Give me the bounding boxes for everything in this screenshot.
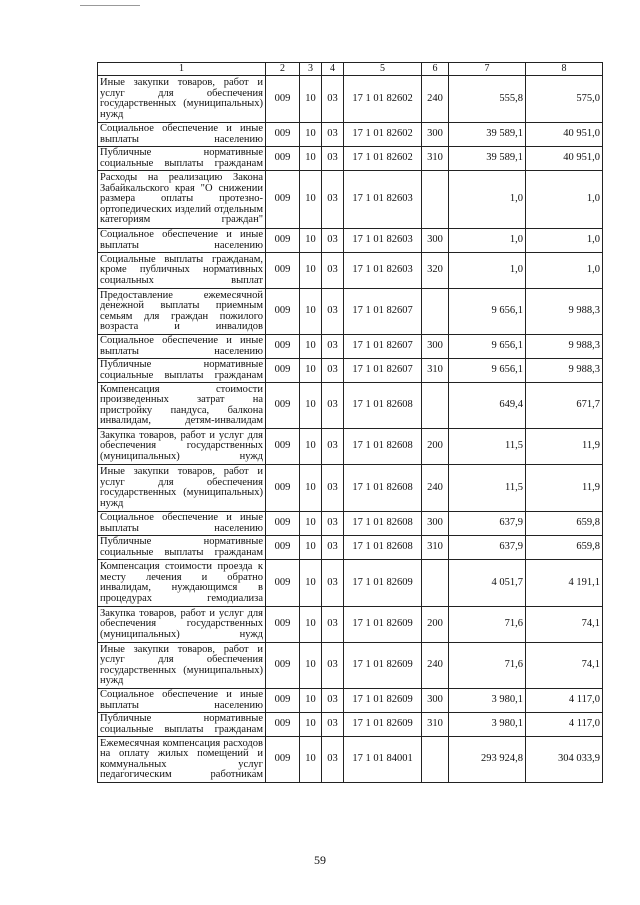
row-subsection: 03 — [322, 607, 344, 643]
row-amount-year-2: 40 951,0 — [526, 123, 603, 147]
table-row — [98, 76, 603, 123]
row-admin-code: 009 — [266, 289, 300, 335]
row-amount-year-1: 9 656,1 — [449, 335, 526, 359]
row-amount-year-2: 4 117,0 — [526, 689, 603, 713]
row-expense-type — [422, 171, 449, 229]
table-row — [98, 465, 603, 512]
row-name: Публичные нормативные социальные выплаты гражданам — [98, 147, 266, 171]
row-name: Компенсация стоимости произведенных затрат на пристройку пандуса, балкона инвалидам, детям-инвалидам — [98, 383, 266, 429]
row-amount-year-2: 40 951,0 — [526, 147, 603, 171]
row-section: 10 — [300, 76, 322, 123]
table-row — [98, 429, 603, 465]
row-expense-type — [422, 737, 449, 783]
row-name: Социальные выплаты гражданам, кроме публичных нормативных социальных выплат — [98, 253, 266, 289]
table-row — [98, 289, 603, 335]
table-row — [98, 171, 603, 229]
row-target-code: 17 1 01 82609 — [344, 713, 422, 737]
row-amount-year-1: 71,6 — [449, 643, 526, 689]
row-subsection: 03 — [322, 560, 344, 607]
row-subsection: 03 — [322, 253, 344, 289]
row-amount-year-2: 659,8 — [526, 512, 603, 536]
row-admin-code: 009 — [266, 713, 300, 737]
row-expense-type: 320 — [422, 253, 449, 289]
header-col-4: 4 — [322, 63, 344, 76]
row-name: Иные закупки товаров, работ и услуг для обеспечения государственных (муниципальных) нужд — [98, 76, 266, 123]
header-col-8: 8 — [526, 63, 603, 76]
row-expense-type: 200 — [422, 607, 449, 643]
row-subsection: 03 — [322, 76, 344, 123]
row-section: 10 — [300, 359, 322, 383]
row-section: 10 — [300, 171, 322, 229]
row-subsection: 03 — [322, 383, 344, 429]
row-amount-year-1: 9 656,1 — [449, 289, 526, 335]
row-section: 10 — [300, 536, 322, 560]
row-target-code: 17 1 01 82603 — [344, 171, 422, 229]
row-target-code: 17 1 01 82608 — [344, 512, 422, 536]
row-expense-type — [422, 383, 449, 429]
row-subsection: 03 — [322, 737, 344, 783]
row-expense-type: 200 — [422, 429, 449, 465]
row-subsection: 03 — [322, 289, 344, 335]
row-section: 10 — [300, 713, 322, 737]
row-admin-code: 009 — [266, 229, 300, 253]
row-section: 10 — [300, 512, 322, 536]
row-section: 10 — [300, 253, 322, 289]
row-subsection: 03 — [322, 147, 344, 171]
row-target-code: 17 1 01 82609 — [344, 560, 422, 607]
row-admin-code: 009 — [266, 536, 300, 560]
table-row — [98, 383, 603, 429]
row-section: 10 — [300, 643, 322, 689]
row-expense-type: 240 — [422, 465, 449, 512]
row-admin-code: 009 — [266, 607, 300, 643]
table-row — [98, 607, 603, 643]
row-expense-type: 240 — [422, 76, 449, 123]
row-name: Социальное обеспечение и иные выплаты населению — [98, 335, 266, 359]
row-amount-year-1: 1,0 — [449, 171, 526, 229]
row-section: 10 — [300, 123, 322, 147]
row-amount-year-1: 637,9 — [449, 512, 526, 536]
row-amount-year-1: 637,9 — [449, 536, 526, 560]
row-amount-year-1: 555,8 — [449, 76, 526, 123]
row-admin-code: 009 — [266, 147, 300, 171]
row-expense-type: 300 — [422, 335, 449, 359]
page-number: 59 — [314, 853, 326, 867]
row-name: Социальное обеспечение и иные выплаты населению — [98, 512, 266, 536]
row-admin-code: 009 — [266, 429, 300, 465]
row-section: 10 — [300, 465, 322, 512]
row-target-code: 17 1 01 82602 — [344, 123, 422, 147]
row-admin-code: 009 — [266, 512, 300, 536]
row-section: 10 — [300, 607, 322, 643]
row-expense-type: 300 — [422, 229, 449, 253]
row-admin-code: 009 — [266, 383, 300, 429]
row-name: Закупка товаров, работ и услуг для обеспечения государственных (муниципальных) нужд — [98, 429, 266, 465]
row-amount-year-1: 293 924,8 — [449, 737, 526, 783]
row-amount-year-1: 1,0 — [449, 253, 526, 289]
header-col-1: 1 — [98, 63, 266, 76]
row-admin-code: 009 — [266, 689, 300, 713]
table-row — [98, 536, 603, 560]
row-amount-year-2: 575,0 — [526, 76, 603, 123]
row-amount-year-1: 39 589,1 — [449, 147, 526, 171]
row-name: Закупка товаров, работ и услуг для обеспечения государственных (муниципальных) нужд — [98, 607, 266, 643]
row-subsection: 03 — [322, 465, 344, 512]
row-admin-code: 009 — [266, 123, 300, 147]
row-target-code: 17 1 01 82607 — [344, 359, 422, 383]
row-amount-year-1: 9 656,1 — [449, 359, 526, 383]
budget-table — [97, 62, 603, 783]
table-row — [98, 560, 603, 607]
row-amount-year-2: 304 033,9 — [526, 737, 603, 783]
row-subsection: 03 — [322, 123, 344, 147]
table-row — [98, 737, 603, 783]
row-target-code: 17 1 01 82607 — [344, 289, 422, 335]
row-subsection: 03 — [322, 171, 344, 229]
row-target-code: 17 1 01 82609 — [344, 689, 422, 713]
table-row — [98, 123, 603, 147]
row-amount-year-1: 11,5 — [449, 429, 526, 465]
row-name: Иные закупки товаров, работ и услуг для обеспечения государственных (муниципальных) нужд — [98, 643, 266, 689]
row-subsection: 03 — [322, 689, 344, 713]
row-target-code: 17 1 01 82608 — [344, 465, 422, 512]
row-admin-code: 009 — [266, 560, 300, 607]
row-section: 10 — [300, 383, 322, 429]
row-expense-type: 310 — [422, 536, 449, 560]
row-name: Компенсация стоимости проезда к месту лечения и обратно инвалидам, нуждающимся в процедурах гемодиализа — [98, 560, 266, 607]
header-col-5: 5 — [344, 63, 422, 76]
row-section: 10 — [300, 147, 322, 171]
row-amount-year-2: 9 988,3 — [526, 289, 603, 335]
row-amount-year-2: 11,9 — [526, 465, 603, 512]
row-section: 10 — [300, 335, 322, 359]
row-name: Ежемесячная компенсация расходов на оплату жилых помещений и коммунальных услуг педагогическим работникам — [98, 737, 266, 783]
row-target-code: 17 1 01 82607 — [344, 335, 422, 359]
scan-artifact-line — [80, 5, 140, 6]
row-target-code: 17 1 01 82609 — [344, 643, 422, 689]
row-subsection: 03 — [322, 359, 344, 383]
row-expense-type: 310 — [422, 359, 449, 383]
header-col-6: 6 — [422, 63, 449, 76]
row-expense-type: 300 — [422, 123, 449, 147]
header-col-3: 3 — [300, 63, 322, 76]
row-subsection: 03 — [322, 335, 344, 359]
row-admin-code: 009 — [266, 737, 300, 783]
table-row — [98, 689, 603, 713]
row-target-code: 17 1 01 82608 — [344, 383, 422, 429]
row-amount-year-1: 71,6 — [449, 607, 526, 643]
table-header-row — [98, 63, 603, 76]
row-target-code: 17 1 01 82602 — [344, 76, 422, 123]
row-name: Публичные нормативные социальные выплаты гражданам — [98, 359, 266, 383]
table-row — [98, 147, 603, 171]
row-name: Социальное обеспечение и иные выплаты населению — [98, 123, 266, 147]
row-amount-year-2: 11,9 — [526, 429, 603, 465]
row-section: 10 — [300, 289, 322, 335]
row-amount-year-2: 4 117,0 — [526, 713, 603, 737]
header-col-2: 2 — [266, 63, 300, 76]
row-amount-year-2: 1,0 — [526, 229, 603, 253]
row-target-code: 17 1 01 82608 — [344, 536, 422, 560]
row-section: 10 — [300, 560, 322, 607]
row-name: Социальное обеспечение и иные выплаты населению — [98, 229, 266, 253]
row-name: Иные закупки товаров, работ и услуг для обеспечения государственных (муниципальных) нужд — [98, 465, 266, 512]
table-row — [98, 643, 603, 689]
row-amount-year-1: 11,5 — [449, 465, 526, 512]
row-target-code: 17 1 01 82603 — [344, 253, 422, 289]
row-amount-year-1: 649,4 — [449, 383, 526, 429]
row-subsection: 03 — [322, 429, 344, 465]
row-subsection: 03 — [322, 512, 344, 536]
row-name: Предоставление ежемесячной денежной выплаты приемным семьям для граждан пожилого возраста и инвалидов — [98, 289, 266, 335]
table-row — [98, 229, 603, 253]
row-subsection: 03 — [322, 713, 344, 737]
row-admin-code: 009 — [266, 253, 300, 289]
row-admin-code: 009 — [266, 335, 300, 359]
row-expense-type: 310 — [422, 147, 449, 171]
row-section: 10 — [300, 429, 322, 465]
table-row — [98, 253, 603, 289]
row-expense-type — [422, 289, 449, 335]
table-row — [98, 359, 603, 383]
row-amount-year-2: 659,8 — [526, 536, 603, 560]
row-admin-code: 009 — [266, 171, 300, 229]
row-target-code: 17 1 01 82609 — [344, 607, 422, 643]
row-amount-year-1: 39 589,1 — [449, 123, 526, 147]
table-row — [98, 512, 603, 536]
row-amount-year-2: 9 988,3 — [526, 359, 603, 383]
row-expense-type: 310 — [422, 713, 449, 737]
row-amount-year-1: 3 980,1 — [449, 689, 526, 713]
row-section: 10 — [300, 229, 322, 253]
row-subsection: 03 — [322, 536, 344, 560]
row-name: Публичные нормативные социальные выплаты гражданам — [98, 713, 266, 737]
row-amount-year-2: 4 191,1 — [526, 560, 603, 607]
row-amount-year-1: 1,0 — [449, 229, 526, 253]
header-col-7: 7 — [449, 63, 526, 76]
table-row — [98, 713, 603, 737]
row-target-code: 17 1 01 84001 — [344, 737, 422, 783]
row-expense-type — [422, 560, 449, 607]
row-section: 10 — [300, 737, 322, 783]
table-row — [98, 335, 603, 359]
row-amount-year-2: 1,0 — [526, 171, 603, 229]
row-target-code: 17 1 01 82608 — [344, 429, 422, 465]
row-admin-code: 009 — [266, 76, 300, 123]
row-amount-year-2: 9 988,3 — [526, 335, 603, 359]
row-amount-year-1: 3 980,1 — [449, 713, 526, 737]
row-target-code: 17 1 01 82602 — [344, 147, 422, 171]
row-name: Публичные нормативные социальные выплаты гражданам — [98, 536, 266, 560]
row-amount-year-2: 74,1 — [526, 643, 603, 689]
row-subsection: 03 — [322, 229, 344, 253]
row-expense-type: 300 — [422, 689, 449, 713]
table-body — [98, 76, 603, 783]
row-amount-year-1: 4 051,7 — [449, 560, 526, 607]
row-name: Расходы на реализацию Закона Забайкальского края "О снижении размера оплаты протезно-ортопедических изделий отдельным категориям граждан" — [98, 171, 266, 229]
row-expense-type: 300 — [422, 512, 449, 536]
row-expense-type: 240 — [422, 643, 449, 689]
row-section: 10 — [300, 689, 322, 713]
row-admin-code: 009 — [266, 359, 300, 383]
row-amount-year-2: 671,7 — [526, 383, 603, 429]
row-name: Социальное обеспечение и иные выплаты населению — [98, 689, 266, 713]
row-amount-year-2: 1,0 — [526, 253, 603, 289]
row-subsection: 03 — [322, 643, 344, 689]
row-amount-year-2: 74,1 — [526, 607, 603, 643]
row-target-code: 17 1 01 82603 — [344, 229, 422, 253]
row-admin-code: 009 — [266, 465, 300, 512]
row-admin-code: 009 — [266, 643, 300, 689]
